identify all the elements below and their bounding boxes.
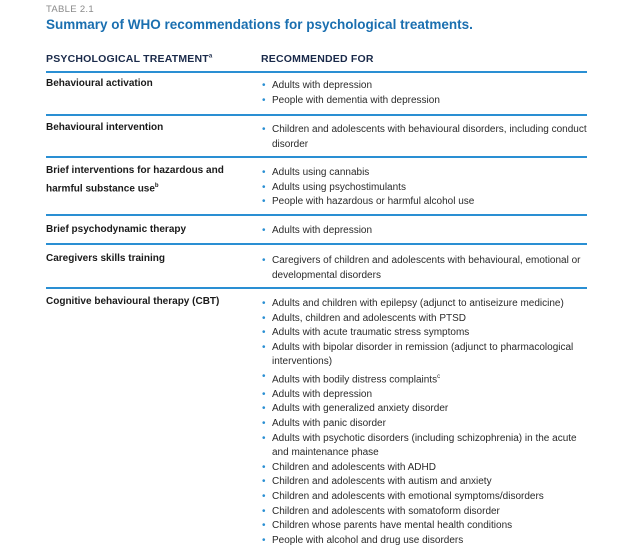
recommendation-list [261, 123, 591, 152]
list-item: • Adults with panic disorder [261, 417, 591, 432]
list-item: • People with alcohol and drug use disorders [261, 534, 591, 548]
footnote-marker: a [208, 53, 213, 60]
list-item: • Children whose parents have mental health conditions [261, 519, 591, 534]
row-divider [46, 214, 587, 216]
list-item: • Caregivers of children and adolescents with behavioural, emotional or developmental disorders [261, 254, 591, 283]
recommendation-list [261, 166, 591, 210]
header-rule [46, 71, 587, 73]
list-item [261, 370, 591, 388]
header-recommended: RECOMMENDED FOR [261, 53, 374, 65]
footnote-marker: c [437, 373, 441, 380]
list-item: • Children and adolescents with somatoform disorder [261, 505, 591, 520]
list-item: • Children and adolescents with behavioural disorders, including conduct disorder [261, 123, 591, 152]
list-item: • People with dementia with depression [261, 94, 591, 109]
header-treatment [46, 53, 212, 65]
recommendation-list [261, 297, 591, 548]
list-item: • Children and adolescents with autism and anxiety [261, 475, 591, 490]
treatment-name: Behavioural intervention [46, 122, 164, 133]
list-item: • People with hazardous or harmful alcohol use [261, 195, 591, 210]
list-item: • Adults with generalized anxiety disorder [261, 402, 591, 417]
row-divider [46, 114, 587, 116]
list-item: • Adults with depression [261, 224, 591, 239]
list-item: • Adults and children with epilepsy (adjunct to antiseizure medicine) [261, 297, 591, 312]
footnote-marker: b [154, 182, 159, 189]
treatment-name: Brief psychodynamic therapy [46, 224, 187, 235]
list-item-text: Adults with bodily distress complaints [272, 374, 438, 386]
table-label: TABLE 2.1 [46, 4, 94, 15]
recommendation-list [261, 254, 591, 283]
list-item: • Children and adolescents with ADHD [261, 461, 591, 476]
list-item: • Adults with bipolar disorder in remission (adjunct to pharmacological interventions) [261, 341, 591, 370]
treatment-name [46, 164, 246, 196]
treatment-name: Cognitive behavioural therapy (CBT) [46, 296, 220, 307]
row-divider [46, 156, 587, 158]
list-item: • Adults with depression [261, 388, 591, 403]
list-item: • Adults with psychotic disorders (including schizophrenia) in the acute and maintenance phase [261, 432, 591, 461]
list-item: • Adults using psychostimulants [261, 181, 591, 196]
list-item: • Adults, children and adolescents with PTSD [261, 312, 591, 327]
list-item: • Adults with depression [261, 79, 591, 94]
header-treatment-text: PSYCHOLOGICAL TREATMENT [46, 53, 209, 65]
list-item: • Adults using cannabis [261, 166, 591, 181]
row-divider [46, 243, 587, 245]
table-header [46, 53, 587, 71]
list-item: • Adults with acute traumatic stress symptoms [261, 326, 591, 341]
recommendation-list [261, 79, 591, 108]
table-title: Summary of WHO recommendations for psychological treatments. [46, 17, 473, 32]
treatment-name: Behavioural activation [46, 78, 153, 89]
recommendation-list [261, 224, 591, 239]
row-divider [46, 287, 587, 289]
list-item: • Children and adolescents with emotional symptoms/disorders [261, 490, 591, 505]
treatment-name-text: Brief interventions for hazardous and harmful substance use [46, 165, 224, 194]
treatment-name: Caregivers skills training [46, 253, 165, 264]
